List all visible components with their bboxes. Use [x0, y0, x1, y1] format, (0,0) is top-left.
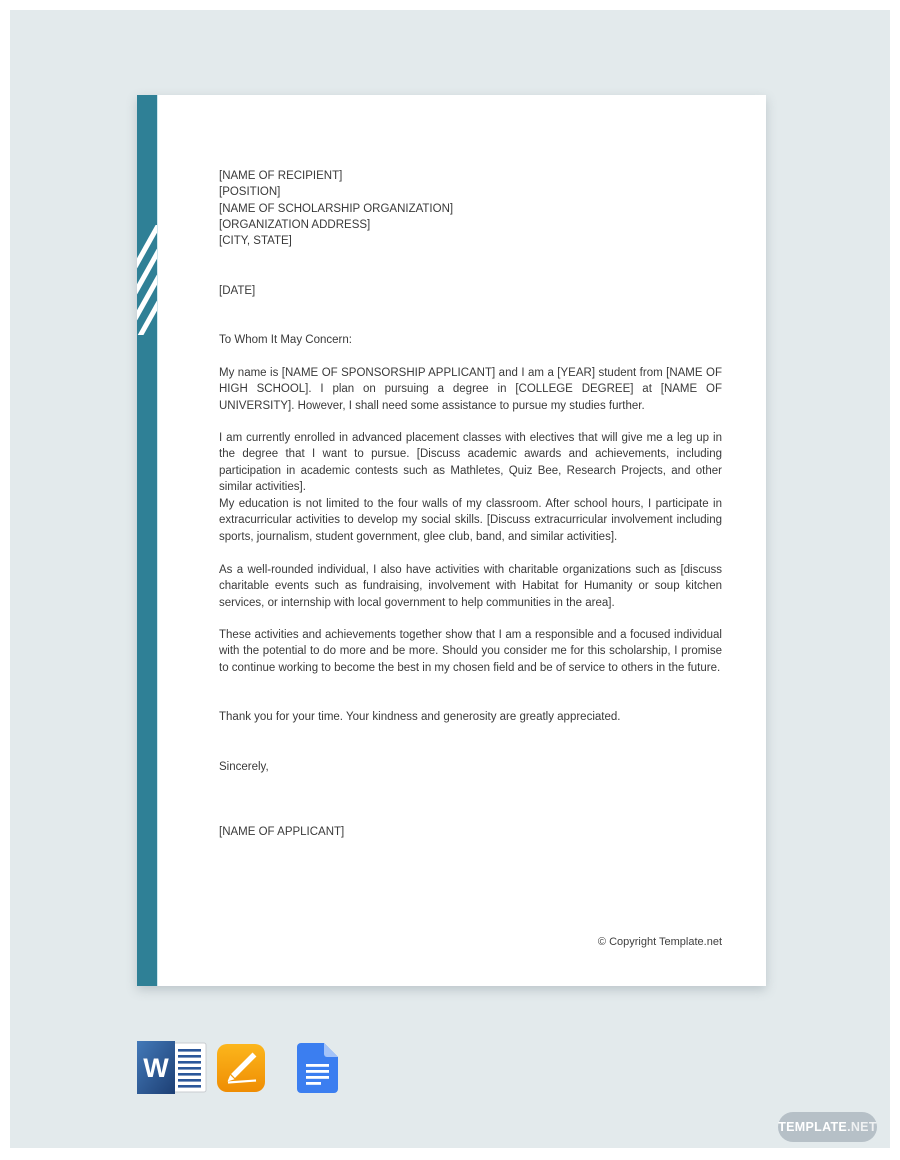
word-icon-letter: W	[143, 1053, 169, 1083]
accent-bar	[137, 95, 158, 986]
body-paragraph-extracurricular: My education is not limited to the four walls of my classroom. After school hours, I participate in extracurricular activities to develop my social skills. [Discuss extracurricular involvement including sports, journalism, student government, glee club, band, and similar activities].	[219, 498, 722, 543]
body-paragraph-summary: These activities and achievements together show that I am a responsible and a focused individual with the potential to do more and be more. Should you consider me for this scholarship, I promise to continue working to become the best in my chosen field and be of service to others in the future.	[219, 629, 722, 674]
badge-primary-text: TEMPLATE	[778, 1120, 848, 1134]
copyright-notice: © Copyright Template.net	[597, 936, 722, 948]
recipient-city-state-line: [CITY, STATE]	[219, 235, 292, 248]
body-paragraph-intro: My name is [NAME OF SPONSORSHIP APPLICANT] and I am a [YEAR] student from [NAME OF HIGH SCHOOL]. I plan on pursuing a degree in [COLLEGE DEGREE] at [NAME OF UNIVERSITY]. However, I shall need some assistance to pursue my studies further.	[219, 367, 722, 412]
signature-placeholder: [NAME OF APPLICANT]	[219, 826, 345, 838]
diagonal-stripes-decoration	[137, 225, 157, 335]
recipient-name-line: [NAME OF RECIPIENT]	[219, 170, 343, 182]
document-page	[137, 95, 766, 986]
microsoft-word-icon[interactable]	[137, 1041, 208, 1099]
body-paragraph-charity: As a well-rounded individual, I also have activities with charitable organizations such as [discuss charitable events such as fundraising, involvement with Habitat for Humanity or soup kitchen services, or internship with local government to help communities in the area].	[219, 564, 722, 609]
body-paragraph-thanks: Thank you for your time. Your kindness and generosity are greatly appreciated.	[219, 711, 621, 723]
recipient-address-line: [ORGANIZATION ADDRESS]	[219, 219, 371, 232]
recipient-organization-line: [NAME OF SCHOLARSHIP ORGANIZATION]	[219, 202, 454, 215]
body-paragraph-academics: I am currently enrolled in advanced placement classes with electives that will give me a leg up in the degree that I want to pursue. [Discuss academic awards and achievements, including participation in academic contests such as Mathletes, Quiz Bee, Research Projects, and other similar activities].	[219, 432, 722, 494]
salutation: To Whom It May Concern:	[219, 334, 352, 346]
recipient-address-block	[219, 168, 722, 250]
letter-body	[219, 95, 722, 986]
templatenet-watermark-badge	[778, 1112, 877, 1142]
recipient-position-line: [POSITION]	[219, 186, 281, 199]
date-line: [DATE]	[219, 285, 256, 297]
apple-pages-icon[interactable]	[217, 1044, 265, 1097]
google-docs-icon[interactable]	[297, 1043, 338, 1098]
closing-line: Sincerely,	[219, 761, 269, 773]
badge-suffix-text: .NET	[847, 1120, 877, 1134]
